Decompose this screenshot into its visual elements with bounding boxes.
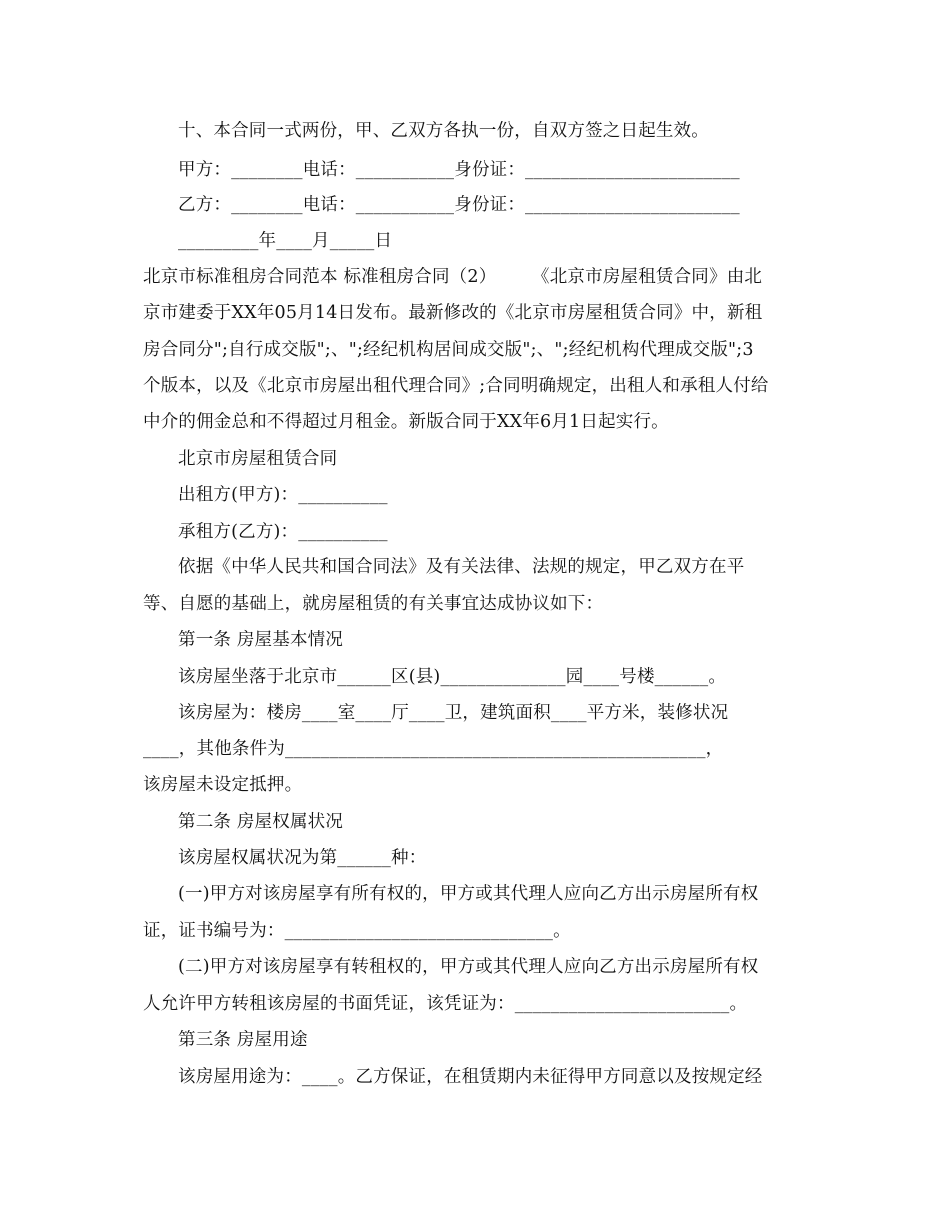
property-use-line: 该房屋用途为：____。乙方保证，在租赁期内未征得甲方同意以及按规定经	[178, 1067, 763, 1087]
intro-paragraph-line-1: 北京市标准租房合同范本 标准租房合同（2） 《北京市房屋租赁合同》由北	[143, 267, 763, 287]
lessor-line: 出租方(甲方)：__________	[178, 485, 388, 505]
intro-paragraph-line-5: 中介的佣金总和不得超过月租金。新版合同于XX年6月1日起实行。	[143, 412, 669, 432]
preamble-line-2: 等、自愿的基础上，就房屋租赁的有关事宜达成协议如下：	[143, 594, 604, 614]
ownership-option-1-line-1: (一)甲方对该房屋享有所有权的，甲方或其代理人应向乙方出示房屋所有权	[178, 884, 759, 904]
intro-paragraph-line-4: 个版本，以及《北京市房屋出租代理合同》;合同明确规定，出租人和承租人付给	[143, 376, 769, 396]
contract-title: 北京市房屋租赁合同	[178, 449, 338, 469]
intro-paragraph-line-2: 京市建委于XX年05月14日发布。最新修改的《北京市房屋租赁合同》中，新租	[143, 303, 763, 323]
ownership-status-line: 该房屋权属状况为第______种：	[178, 848, 427, 868]
preamble-line-1: 依据《中华人民共和国合同法》及有关法律、法规的规定，甲乙双方在平	[178, 557, 745, 577]
party-b-signature-line: 乙方：________电话：___________身份证：________________________	[178, 195, 740, 215]
property-type-line-3: 该房屋未设定抵押。	[143, 775, 303, 795]
article-one-heading: 第一条 房屋基本情况	[178, 630, 344, 650]
property-type-line-2: ____，其他条件为_______________________________________________，	[143, 739, 724, 759]
intro-paragraph-line-3: 房合同分";自行成交版";、";经纪机构居间成交版";、";经纪机构代理成交版";3	[143, 340, 754, 360]
ownership-option-2-line-2: 人允许甲方转租该房屋的书面凭证，该凭证为：________________________。	[143, 994, 748, 1014]
ownership-option-1-line-2: 证，证书编号为：______________________________。	[143, 921, 571, 941]
lessee-line: 承租方(乙方)：__________	[178, 522, 388, 542]
property-location-line: 该房屋坐落于北京市______区(县)______________园____号楼______。	[178, 667, 727, 687]
article-two-heading: 第二条 房屋权属状况	[178, 812, 344, 832]
ownership-option-2-line-1: (二)甲方对该房屋享有转租权的，甲方或其代理人应向乙方出示房屋所有权	[178, 957, 759, 977]
date-line: _________年____月_____日	[178, 231, 393, 251]
property-type-line-1: 该房屋为：楼房____室____厅____卫，建筑面积____平方米，装修状况	[178, 703, 729, 723]
clause-ten-effective: 十、本合同一式两份，甲、乙双方各执一份，自双方签之日起生效。	[178, 121, 709, 141]
party-a-signature-line: 甲方：________电话：___________身份证：________________________	[178, 160, 740, 180]
article-three-heading: 第三条 房屋用途	[178, 1030, 308, 1050]
